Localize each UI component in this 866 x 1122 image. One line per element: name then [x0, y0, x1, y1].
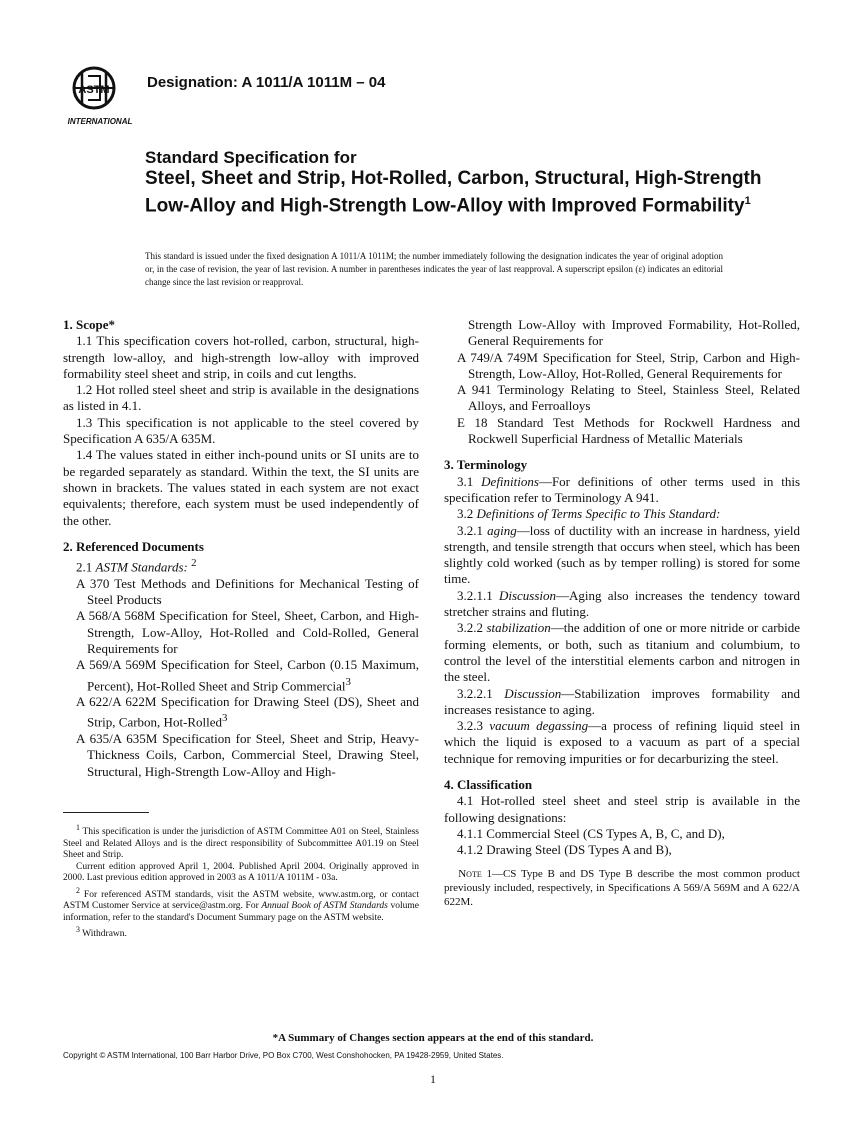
- scope-heading: 1. Scope*: [63, 317, 115, 332]
- term-3-2-2-1: [444, 686, 800, 719]
- term-3-2-1-term: aging: [487, 522, 517, 538]
- footnote-2-text-b: volume information, refer to the standard's Document Summary page on the ASTM website.: [63, 901, 419, 923]
- term-3-2-2-1-label: Discussion: [504, 685, 562, 701]
- title-block: [145, 148, 785, 217]
- footnote-1-text: This specification is under the jurisdiction of ASTM Committee A01 on Steel, Stainless Steel and Related Alloys and is the direct responsibility of Subcommittee A01.19 on Steel Sheet and Strip.: [63, 827, 419, 861]
- ref-a569: [76, 657, 419, 694]
- footnote-2: [63, 885, 419, 925]
- footnotes: [63, 822, 419, 941]
- title-line1: Standard Specification for: [145, 148, 357, 167]
- term-3-1: [444, 474, 800, 507]
- ref-a622: [76, 694, 419, 731]
- footnote-3: [63, 924, 419, 941]
- term-3-2-3: [444, 718, 800, 767]
- ref-a370: A 370 Test Methods and Definitions for Mechanical Testing of Steel Products: [76, 575, 419, 608]
- classification-heading: 4. Classification: [444, 777, 533, 793]
- term-3-1-text: —For definitions of other terms used in this specification refer to Terminology A 941.: [444, 473, 801, 505]
- term-3-1-label: Definitions: [481, 473, 539, 489]
- note-1: [444, 867, 800, 909]
- footnote-1: [63, 822, 419, 862]
- ref-a941: A 941 Terminology Relating to Steel, Stainless Steel, Related Alloys, and Ferroalloys: [457, 382, 800, 414]
- term-3-2: [444, 506, 800, 522]
- footnote-rule: [63, 812, 149, 813]
- designation: Designation: A 1011/A 1011M – 04: [147, 74, 386, 91]
- logo-subtext: INTERNATIONAL: [67, 117, 133, 126]
- term-3-2-1-1-num: 3.2.1.1: [457, 587, 493, 603]
- class-4-1-2: 4.1.2 Drawing Steel (DS Types A and B),: [457, 842, 672, 858]
- footnote-1b: Current edition approved April 1, 2004. Published April 2004. Originally approved in 2000. Last previous edition approved in 2003 as A 1011/A 1011M - 03a.: [63, 861, 419, 884]
- scope-1-2: 1.2 Hot rolled steel sheet and strip is available in the designations as listed in 4.1.: [63, 382, 419, 414]
- footnote-2-italic: Annual Book of ASTM Standards: [261, 901, 388, 912]
- right-column: [444, 317, 800, 909]
- term-3-2-1-1: [444, 588, 800, 621]
- astm-logo-graphic: [62, 60, 138, 128]
- ref-a635: A 635/A 635M Specification for Steel, Sheet and Strip, Heavy-Thickness Coils, Carbon, Commercial Steel, Drawing Steel, Structural, High-Strength Low-Alloy and High-: [76, 731, 419, 779]
- term-3-2-1-text: —loss of ductility with an increase in hardness, yield strength, and tensile strength that occurs when steel, which has been slightly cold worked (such as by temper rolling) is stored for some time.: [444, 522, 801, 587]
- class-4-1: 4.1 Hot-rolled steel sheet and steel strip is available in the following designations:: [444, 793, 800, 825]
- referenced-intro-label: ASTM Standards:: [95, 559, 188, 575]
- ref-a568: A 568/A 568M Specification for Steel, Sheet, Carbon, and High-Strength, Low-Alloy, Hot-Rolled and Cold-Rolled, General Requirements for: [76, 608, 419, 656]
- term-3-2-3-term: vacuum degassing: [489, 718, 589, 734]
- ref-a749: A 749/A 749M Specification for Steel, Strip, Carbon and High-Strength, Low-Alloy, Hot-Rolled, General Requirements for: [457, 349, 800, 381]
- ref-a622-mark: 3: [222, 712, 228, 725]
- note-1-label: Note 1: [458, 867, 492, 880]
- terminology-heading: 3. Terminology: [444, 457, 528, 473]
- term-3-2-2-num: 3.2.2: [457, 620, 483, 636]
- title-footnote-mark: 1: [744, 195, 751, 207]
- footnote-1-mark: 1: [76, 823, 80, 832]
- term-3-2-num: 3.2: [457, 506, 474, 522]
- footnote-2-text-a: For referenced ASTM standards, visit the ASTM website, www.astm.org, or contact ASTM Customer Service at service@astm.org. For: [63, 889, 420, 912]
- note-1-text: —CS Type B and DS Type B describe the most common product previously included, respectively, in Specifications A 569/A 569M and A 622/A 622M.: [444, 867, 800, 908]
- class-4-1-1: 4.1.1 Commercial Steel (CS Types A, B, C, and D),: [457, 825, 725, 841]
- ref-a622-text: A 622/A 622M Specification for Drawing Steel (DS), Sheet and Strip, Carbon, Hot-Rolled: [76, 694, 419, 730]
- term-3-2-1-num: 3.2.1: [457, 522, 483, 538]
- footnote-2-mark: 2: [76, 885, 80, 895]
- term-3-2-2: [444, 620, 800, 685]
- title-main: [145, 168, 785, 217]
- term-3-2-1-1-text: —Aging also increases the tendency toward stretcher strains and fluting.: [444, 587, 801, 620]
- term-3-2-2-1-num: 3.2.2.1: [457, 685, 493, 701]
- copyright: Copyright © ASTM International, 100 Barr Harbor Drive, PO Box C700, West Conshohocken, PA 19428-2959, United States.: [63, 1051, 504, 1060]
- logo-text: ASTM: [78, 84, 110, 96]
- term-3-2-label: Definitions of Terms Specific to This Standard:: [476, 506, 721, 522]
- astm-logo: [62, 60, 138, 128]
- ref-a569-text: A 569/A 569M Specification for Steel, Carbon (0.15 Maximum, Percent), Hot-Rolled Sheet and Strip Commercial: [76, 657, 419, 693]
- footnote-3-text: Withdrawn.: [82, 929, 127, 940]
- title-main-text: Steel, Sheet and Strip, Hot-Rolled, Carbon, Structural, High-Strength Low-Alloy and High-Strength Low-Alloy with Improved Formability: [145, 168, 762, 217]
- term-3-2-3-text: —a process of refining liquid steel in which the liquid is exposed to a vacuum as part of a special technique for removing impurities or for decarburizing the steel.: [444, 718, 800, 766]
- referenced-intro-num: 2.1: [76, 559, 93, 575]
- left-column: [63, 317, 419, 780]
- term-3-1-num: 3.1: [457, 473, 474, 489]
- scope-1-4: 1.4 The values stated in either inch-pound units or SI units are to be regarded separately as standard. Within the text, the SI units are shown in brackets. The values stated in each system are not exact equivalents; therefore, each system must be used independently of the other.: [63, 447, 419, 528]
- scope-1-3: 1.3 This specification is not applicable to the steel covered by Specification A 635/A 635M.: [63, 414, 419, 447]
- referenced-heading: 2. Referenced Documents: [63, 538, 204, 554]
- referenced-intro-mark: 2: [191, 557, 197, 570]
- term-3-2-1: [444, 523, 800, 588]
- ref-a635-continued: Strength Low-Alloy with Improved Formability, Hot-Rolled, General Requirements for: [468, 317, 800, 349]
- issuance-statement: This standard is issued under the fixed designation A 1011/A 1011M; the number immediately following the designation indicates the year of original adoption or, in the case of revision, the year of last revision. A number in parentheses indicates the year of last reapproval. A superscript epsilon (ε) indicates an editorial change since the last revision or reapproval.: [145, 251, 723, 287]
- referenced-intro: [63, 555, 419, 576]
- scope-1-1: 1.1 This specification covers hot-rolled, carbon, structural, high-strength low-alloy, and high-strength low-alloy with improved formability steel sheet and strip, in coils and cut lengths.: [63, 333, 419, 381]
- term-3-2-2-1-text: —Stabilization improves formability and increases resistance to aging.: [444, 685, 801, 717]
- footnote-3-mark: 3: [76, 925, 80, 935]
- page-number: 1: [430, 1072, 436, 1086]
- term-3-2-2-term: stabilization: [486, 620, 551, 636]
- term-3-2-1-1-label: Discussion: [498, 587, 557, 603]
- ref-a569-mark: 3: [345, 675, 351, 688]
- term-3-2-3-num: 3.2.3: [457, 718, 483, 734]
- summary-of-changes-note: *A Summary of Changes section appears at the end of this standard.: [272, 1032, 594, 1044]
- ref-e18: E 18 Standard Test Methods for Rockwell Hardness and Rockwell Superficial Hardness of Metallic Materials: [457, 414, 800, 447]
- term-3-2-2-text: —the addition of one or more nitride or carbide forming elements, or both, such as titanium and columbium, to control the level of the interstitial elements carbon and nitrogen in the steel.: [444, 620, 800, 685]
